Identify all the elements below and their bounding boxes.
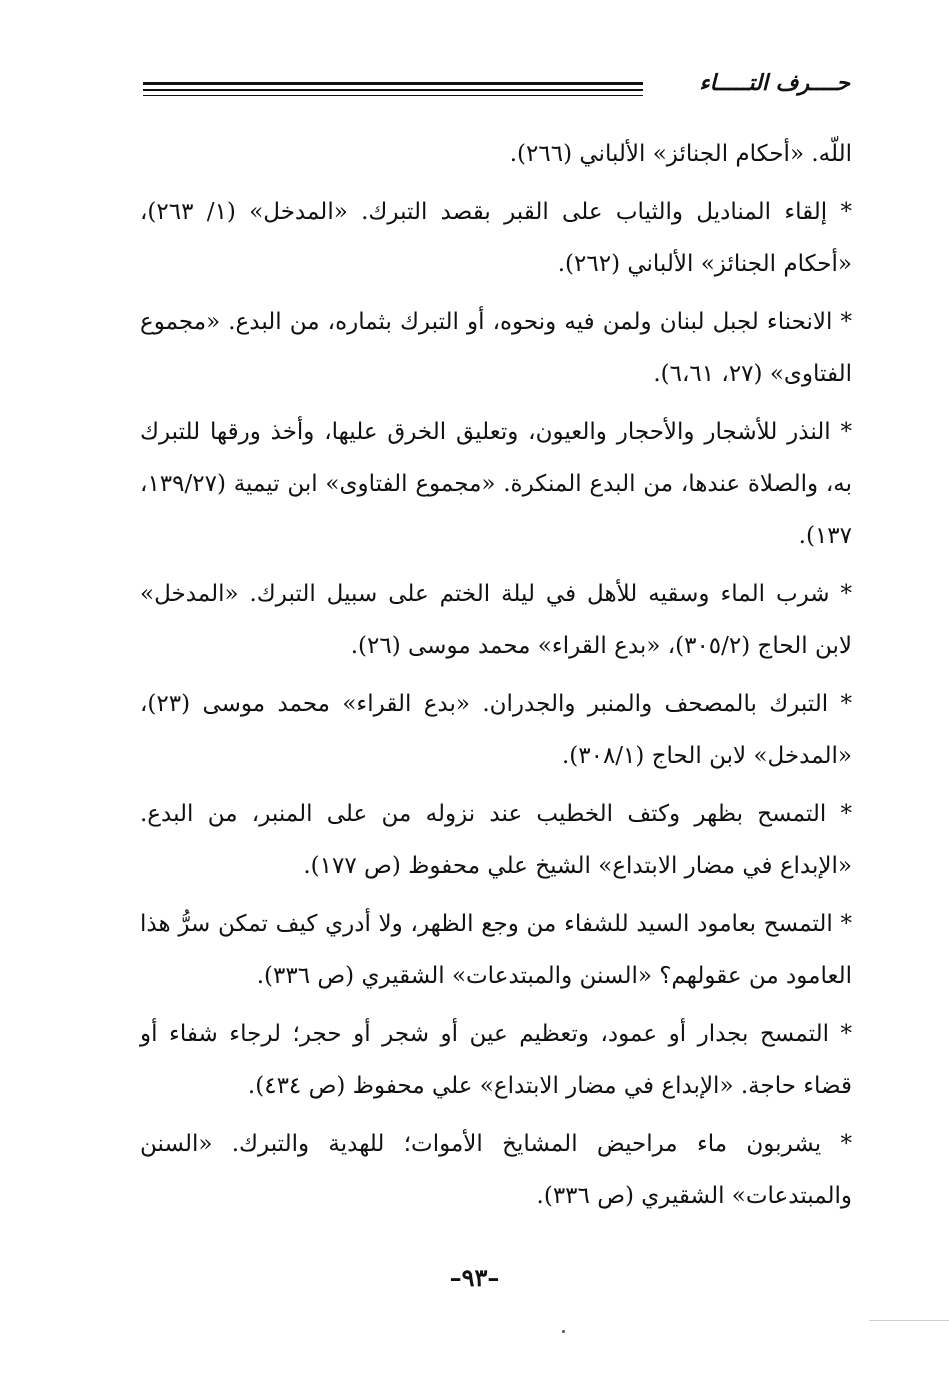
page-number: –٩٣–	[449, 1263, 500, 1292]
running-header	[143, 70, 850, 106]
paragraph-5: * شرب الماء وسقيه للأهل في ليلة الختم على سبيل التبرك. «المدخل» لابن الحاج (٣٠٥/٢)، «بدع القراء» محمد موسى (٢٦).	[140, 581, 853, 659]
scan-artifact-line	[869, 1320, 949, 1321]
header-rule-thick	[143, 82, 643, 85]
scan-speck	[562, 1330, 565, 1333]
main-text	[140, 128, 852, 1228]
paragraph-3: * الانحناء لجبل لبنان ولمن فيه ونحوه، أو التبرك بثماره، من البدع. «مجموع الفتاوى» (٢٧، ٦،٦١).	[140, 309, 852, 387]
paragraph-10: * يشربون ماء مراحيض المشايخ الأموات؛ للهدية والتبرك. «السنن والمبتدعات» الشقيري (ص ٣٣٦).	[140, 1131, 852, 1209]
header-rule-middle	[143, 89, 643, 91]
paragraph-9: * التمسح بجدار أو عمود، وتعظيم عين أو شجر أو حجر؛ لرجاء شفاء أو قضاء حاجة. «الإبداع في مضار الابتداع» علي محفوظ (ص ٤٣٤).	[140, 1021, 852, 1099]
paragraph-2: * إلقاء المناديل والثياب على القبر بقصد التبرك. «المدخل» (١/ ٢٦٣)، «أحكام الجنائز» الألباني (٢٦٢).	[140, 199, 853, 277]
paragraph-1: اللّه. «أحكام الجنائز» الألباني (٢٦٦).	[509, 141, 852, 167]
paragraph-8: * التمسح بعامود السيد للشفاء من وجع الظهر، ولا أدري كيف تمكن سرُّ هذا العامود من عقولهم؟ «السنن والمبتدعات» الشقيري (ص ٣٣٦).	[140, 911, 852, 989]
header-rule-thin	[143, 95, 643, 96]
paragraph-4: * النذر للأشجار والأحجار والعيون، وتعليق الخرق عليها، وأخذ ورقها للتبرك به، والصلاة عندها، من البدع المنكرة. «مجموع الفتاوى» ابن تيمية (١٣٩/٢٧، ١٣٧).	[140, 419, 852, 549]
paragraph-7: * التمسح بظهر وكتف الخطيب عند نزوله من على المنبر، من البدع. «الإبداع في مضار الابتداع» الشيخ علي محفوظ (ص ١٧٧).	[140, 801, 852, 879]
chapter-title: حــــرف التـــــاء	[699, 70, 850, 96]
paragraph-6: * التبرك بالمصحف والمنبر والجدران. «بدع القراء» محمد موسى (٢٣)، «المدخل» لابن الحاج (٣٠٨/١).	[140, 691, 852, 769]
